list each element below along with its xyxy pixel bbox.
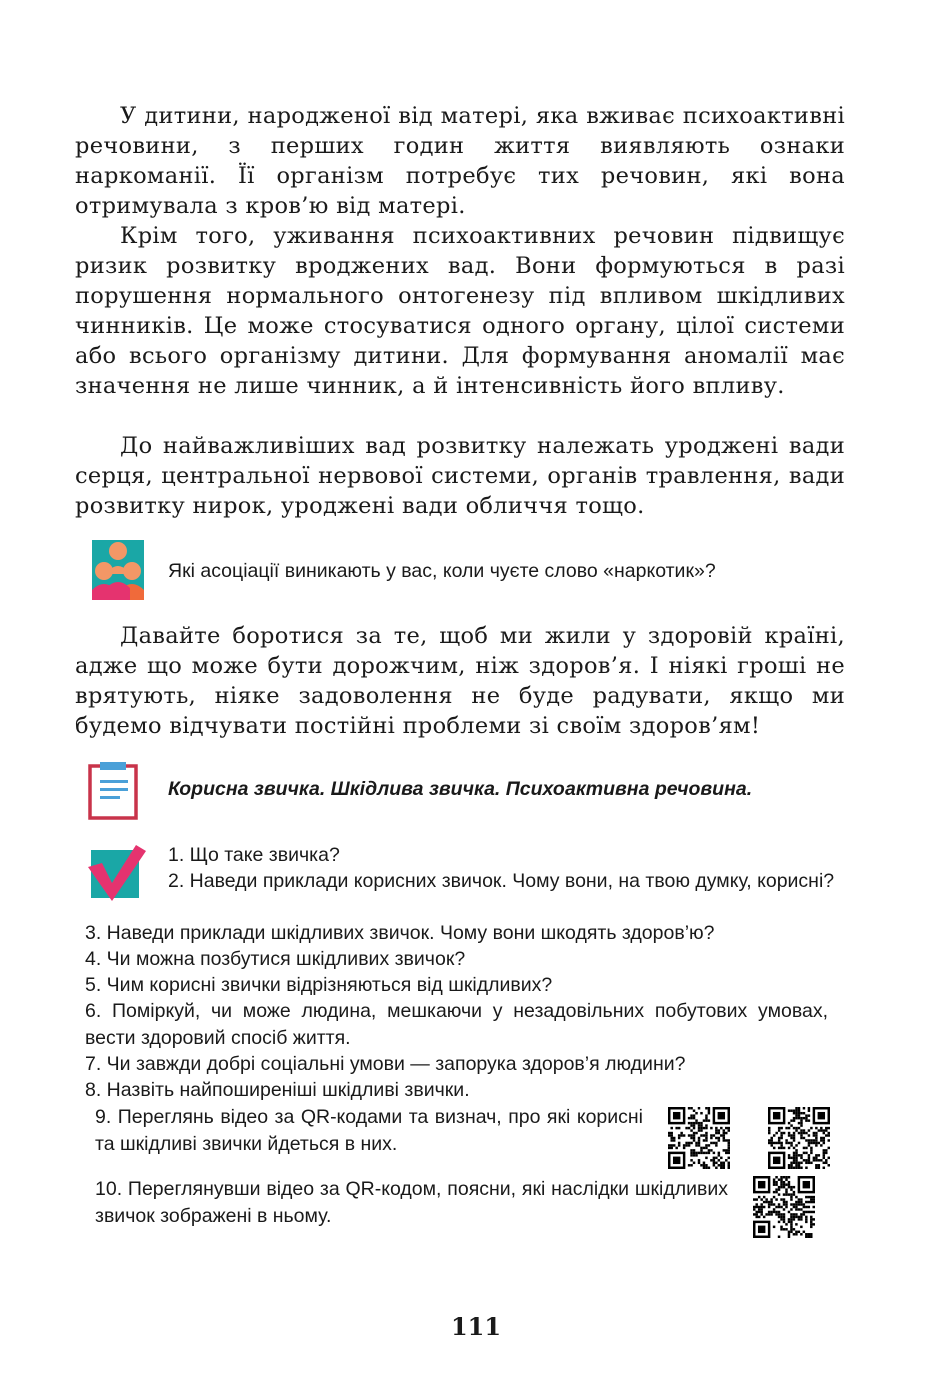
question-4: 4. Чи можна позбутися шкідливих звичок? bbox=[85, 948, 466, 970]
question-1: 1. Що таке звичка? bbox=[168, 844, 340, 866]
checkmark-icon bbox=[88, 845, 146, 903]
question-3: 3. Наведи приклади шкідливих звичок. Чому вони шкодять здоров’ю? bbox=[85, 922, 715, 944]
question-2: 2. Наведи приклади корисних звичок. Чому вони, на твою думку, корисні? bbox=[168, 870, 835, 892]
question-10: 10. Переглянувши відео за QR-кодом, поясни, які наслідки шкідливих звичок зображені в ньому. bbox=[95, 1178, 728, 1227]
paragraph-3: До найважливіших вад розвитку належать уроджені вади серця, центральної нервової системи, органів травлення, вади розвитку нирок, уроджені вади обличчя тощо. bbox=[75, 433, 845, 519]
discussion-question: Які асоціації виникають у вас, коли чуєте слово «наркотик»? bbox=[168, 560, 716, 582]
question-6: 6. Поміркуй, чи може людина, мешкаючи у незадовільних побутових умовах, вести здоровий спосіб життя. bbox=[85, 1000, 828, 1049]
key-terms: Корисна звичка. Шкідлива звичка. Психоактивна речовина. bbox=[168, 778, 753, 800]
appeal-paragraph: Давайте боротися за те, щоб ми жили у здоровій країні, адже що може бути дорожчим, ніж здоров’я. І ніякі гроші не врятують, ніяке задоволення не буде радувати, якщо ми будемо відчувати постійні проблеми зі своїм здоров’ям! bbox=[75, 623, 845, 739]
clipboard-icon bbox=[88, 760, 140, 820]
qr-code-2[interactable] bbox=[768, 1107, 830, 1169]
question-9: 9. Переглянь відео за QR-кодами та визнач, про які корисні та шкідливі звички йдеться в них. bbox=[95, 1106, 643, 1155]
question-7: 7. Чи завжди добрі соціальні умови — запорука здоров’я людини? bbox=[85, 1053, 686, 1075]
question-8: 8. Назвіть найпоширеніші шкідливі звички. bbox=[85, 1079, 470, 1101]
paragraph-2: Крім того, уживання психоактивних речовин підвищує ризик розвитку вроджених вад. Вони формуються в разі порушення нормального онтогенезу під впливом шкідливих чинників. Це може стосуватися одного органу, цілої системи або всього організму дитини. Для формування аномалії має значення не лише чинник, а й інтенсивність його впливу. bbox=[75, 223, 845, 399]
group-discussion-icon bbox=[92, 540, 144, 600]
qr-code-1[interactable] bbox=[668, 1107, 730, 1169]
question-5: 5. Чим корисні звички відрізняються від шкідливих? bbox=[85, 974, 553, 996]
paragraph-1: У дитини, народженої від матері, яка вживає психоактивні речовини, з перших годин життя виявляють ознаки наркоманії. Її організм потребує тих речовин, які вона отримувала з кров’ю від матері. bbox=[75, 103, 845, 219]
qr-code-3[interactable] bbox=[753, 1176, 815, 1238]
page-number: 111 bbox=[450, 1312, 502, 1341]
